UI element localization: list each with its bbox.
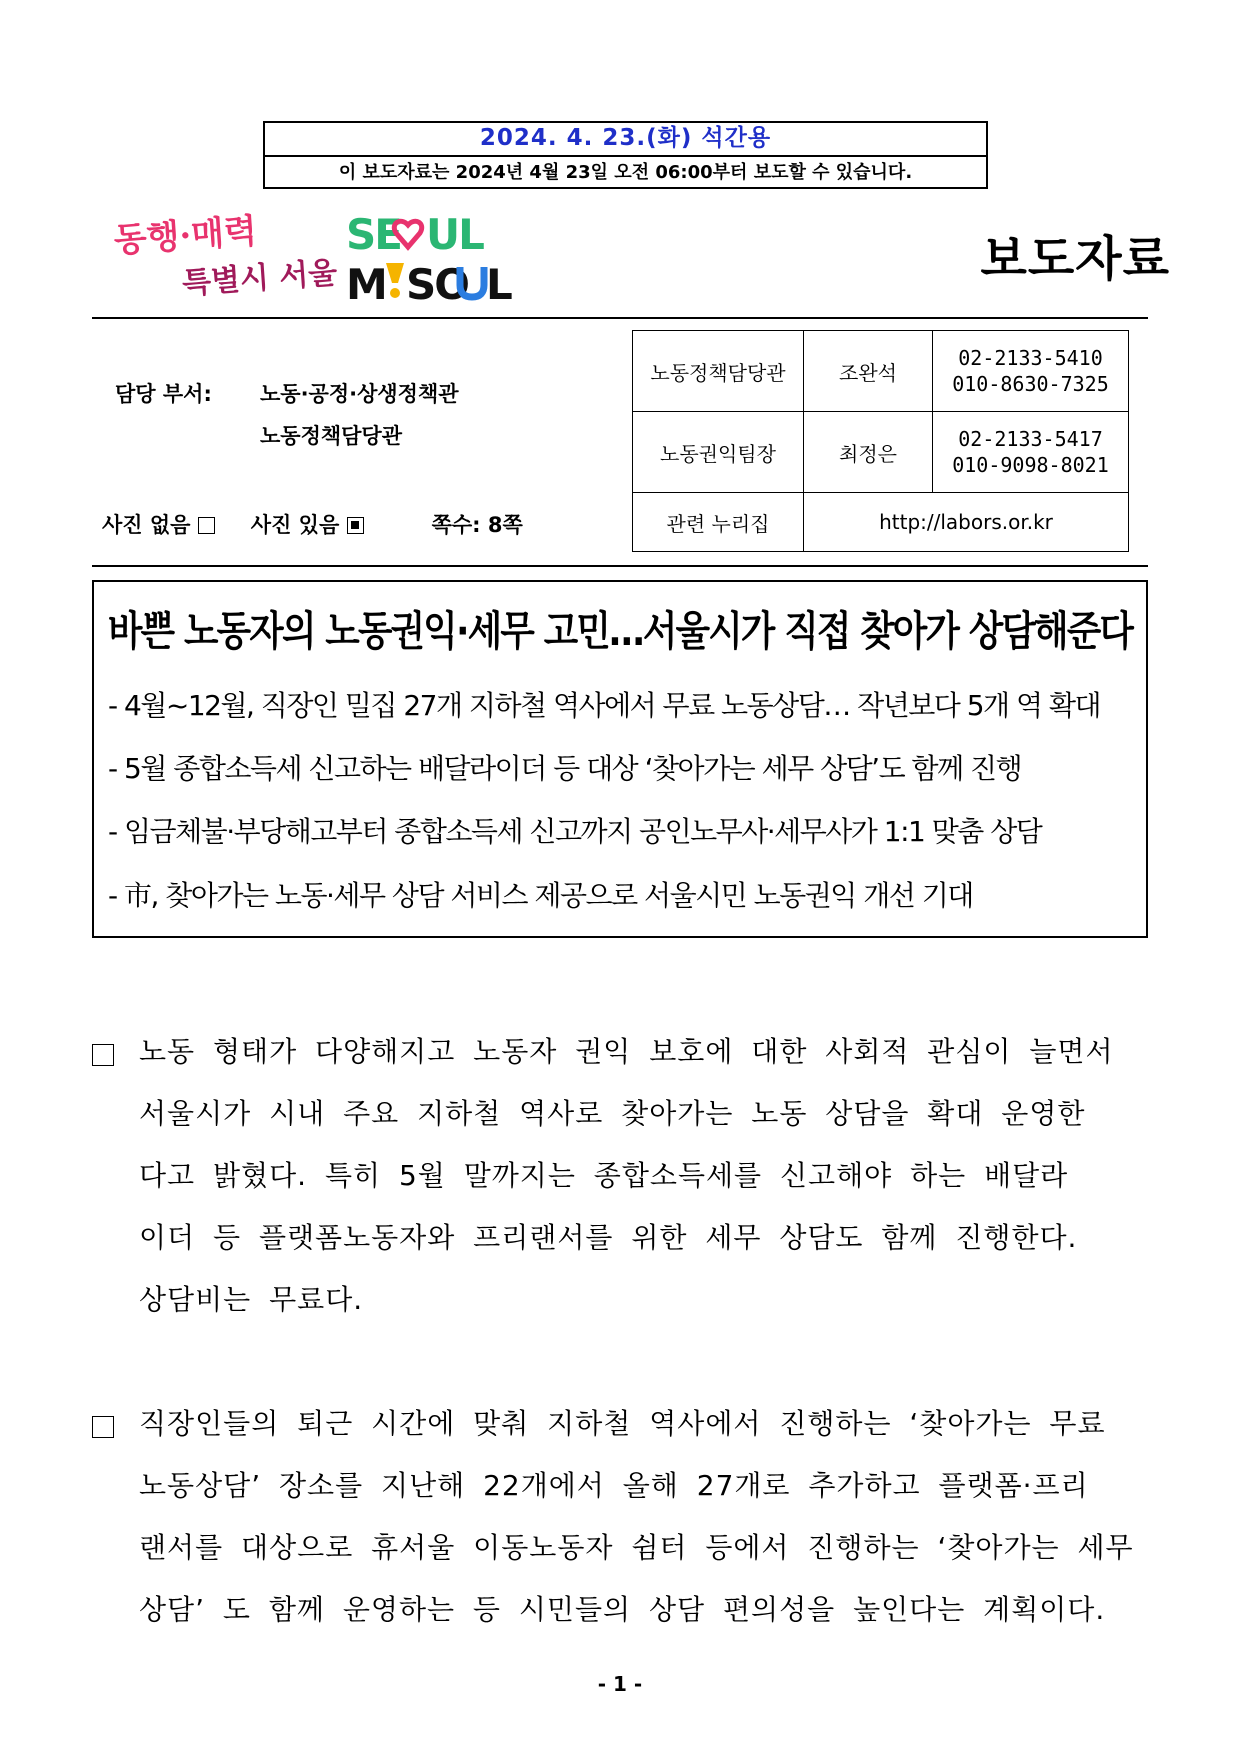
seoul-my-soul-logo <box>346 207 513 309</box>
paragraph-line: 노동 형태가 다양해지고 노동자 권익 보호에 대한 사회적 관심이 늘면서 <box>139 1035 1114 1068</box>
svg-text:SO: SO <box>406 260 468 309</box>
paragraph-bullet-box <box>92 1044 114 1066</box>
subhead: - 임금체불·부당해고부터 종합소득세 신고까지 공인노무사·세무사가 1:1 맞춤 상담 <box>108 815 1042 848</box>
department-label: 담당 부서: <box>115 382 212 406</box>
subhead: - 5월 종합소득세 신고하는 배달라이더 등 대상 ‘찾아가는 세무 상담’도 함께 진행 <box>108 752 1022 785</box>
dongheng-maeryeok-logo <box>112 210 339 302</box>
body-paragraph <box>92 1402 1152 1652</box>
contact-phone-office: 02-2133-5410 <box>958 346 1103 370</box>
related-site-link[interactable]: http://labors.or.kr <box>804 493 1129 552</box>
contact-table <box>632 330 1129 552</box>
contact-role: 노동정책담당관 <box>633 331 804 412</box>
related-site-row <box>633 493 1129 552</box>
department-line2: 노동정책담당관 <box>260 424 403 448</box>
contact-phone-office: 02-2133-5417 <box>958 427 1103 451</box>
subhead: - 市, 찾아가는 노동·세무 상담 서비스 제공으로 서울시민 노동권익 개선 기대 <box>108 879 973 912</box>
page-number: - 1 - <box>597 1672 643 1696</box>
headline: 바쁜 노동자의 노동권익·세무 고민…서울시가 직접 찾아가 상담해준다 <box>108 607 1133 655</box>
has-photo-label: 사진 있음 <box>250 513 340 537</box>
paragraph-line: 상담비는 무료다. <box>139 1283 364 1316</box>
photo-info <box>102 509 523 539</box>
svg-text:M: M <box>346 260 386 309</box>
header-bottom-divider <box>92 565 1148 567</box>
embargo-box <box>263 121 988 189</box>
headline-box <box>92 580 1148 938</box>
paragraph-bullet-box <box>92 1416 114 1438</box>
contact-phone-mobile: 010-9098-8021 <box>952 453 1109 477</box>
contact-role: 노동권익팀장 <box>633 412 804 493</box>
contact-phones <box>933 412 1129 493</box>
svg-text:동행·매력: 동행·매력 <box>112 211 259 262</box>
contact-name: 최정은 <box>804 412 933 493</box>
seoul-logo-graphic <box>346 207 513 309</box>
paragraph-line: 다고 밝혔다. 특히 5월 말까지는 종합소득세를 신고해야 하는 배달라 <box>139 1159 1069 1192</box>
release-date: 2024. 4. 23.(화) 석간용 <box>265 123 986 157</box>
contact-row <box>633 331 1129 412</box>
contact-phones <box>933 331 1129 412</box>
paragraph-line: 노동상담’ 장소를 지난해 22개에서 올해 27개로 추가하고 플랫폼·프리 <box>139 1469 1089 1502</box>
contact-name: 조완석 <box>804 331 933 412</box>
paragraph-line: 랜서를 대상으로 휴서울 이동노동자 쉼터 등에서 진행하는 ‘찾아가는 세무 <box>139 1531 1134 1564</box>
department-line1: 노동·공정·상생정책관 <box>260 382 459 406</box>
svg-text:SE: SE <box>346 210 401 259</box>
related-site-label: 관련 누리집 <box>633 493 804 552</box>
paragraph-line: 서울시가 시내 주요 지하철 역사로 찾아가는 노동 상담을 확대 운영한 <box>139 1097 1086 1130</box>
top-divider <box>92 317 1148 319</box>
paragraph-line: 직장인들의 퇴근 시간에 맞춰 지하철 역사에서 진행하는 ‘찾아가는 무료 <box>139 1407 1106 1440</box>
dongheng-logo-graphic <box>112 210 339 302</box>
svg-text:특별시 서울: 특별시 서울 <box>180 255 339 302</box>
contact-phone-mobile: 010-8630-7325 <box>952 372 1109 396</box>
svg-text:UL: UL <box>426 210 483 259</box>
no-photo-label: 사진 없음 <box>102 513 191 537</box>
subhead: - 4월~12월, 직장인 밀집 27개 지하철 역사에서 무료 노동상담… 작년보다 5개 역 확대 <box>108 689 1101 722</box>
has-photo-checkbox <box>347 517 364 534</box>
contact-row <box>633 412 1129 493</box>
svg-text:L: L <box>486 260 513 309</box>
page-count: 쪽수: 8쪽 <box>431 513 523 537</box>
paragraph-line: 이더 등 플랫폼노동자와 프리랜서를 위한 세무 상담도 함께 진행한다. <box>139 1221 1078 1254</box>
paragraph-line: 상담’ 도 함께 운영하는 등 시민들의 상담 편의성을 높인다는 계획이다. <box>139 1593 1106 1626</box>
embargo-notice: 이 보도자료는 2024년 4월 23일 오전 06:00부터 보도할 수 있습니다. <box>338 162 913 183</box>
body-paragraph <box>92 1030 1152 1340</box>
no-photo-checkbox <box>198 517 215 534</box>
press-release-label: 보도자료 <box>980 231 1170 287</box>
